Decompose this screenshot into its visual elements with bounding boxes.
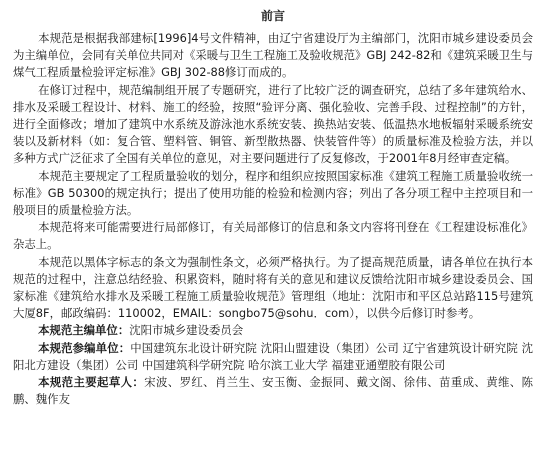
credit-value: 沈阳市城乡建设委员会 (129, 323, 244, 338)
paragraph-revision-process: 在修订过程中，规范编制组开展了专题研究，进行了比较广泛的调查研究，总结了多年建筑给水、排水及采暖工程设计、材料、施工的经验，按照“验评分离、强化验收、完善手段、过程控制”的方针，进行全面修改；增加了建筑中水系统及游泳池水系统安装、换热站安装、低温热水地板辐射采暖系统安装以及新材料（如：复合管、塑料管、铜管、新型散热器、快装管件等）的质量标准及检验方法，并以多种方式广泛征求了全国有关单位的意见，对主要问题进行了反复修改，于2001年8月经审查定稿。 (13, 82, 533, 166)
credit-value: 中国建筑东北设计研究院 沈阳山盟建设（集团）公司 辽宁省建筑设计研究院 沈阳北方建设（集团）公司 中国建筑科学研究院 哈尔滨工业大学 福建亚通塑胶有限公司 (13, 340, 533, 372)
credit-chief-editor (13, 322, 533, 339)
paragraph-future-revision: 本规范将来可能需要进行局部修订，有关局部修订的信息和条文内容将刊登在《工程建设标准化》杂志上。 (13, 220, 533, 252)
paragraph-main-provisions: 本规范主要规定了工程质量验收的划分，程序和组织应按照国家标准《建筑工程施工质量验收统一标准》GB 50300的规定执行；提出了使用功能的检验和检测内容；列出了各分项工程中主控项目和一般项目的质量检验方法。 (13, 168, 533, 218)
paragraph-compilation-basis: 本规范是根据我部建标[1996]4号文件精神，由辽宁省建设厅为主编部门，沈阳市城乡建设委员会为主编单位，会同有关单位共同对《采暖与卫生工程施工及验收规范》GBJ 242-82和《建筑采暖卫生与煤气工程质量检验评定标准》GBJ 302-88修订而成的。 (13, 31, 533, 80)
credit-label: 本规范主编单位： (38, 323, 130, 338)
credit-label: 本规范主要起草人： (38, 375, 145, 390)
credit-participating-units (13, 340, 533, 374)
credit-value: 宋波、罗红、肖兰生、安玉衡、金振同、戴文阁、徐伟、苗重成、黄维、陈鹏、魏作友 (13, 375, 533, 407)
paragraph-mandatory-clauses: 本规范以黑体字标志的条文为强制性条文，必须严格执行。为了提高规范质量，请各单位在执行本规范的过程中，注意总结经验、积累资料，随时将有关的意见和建议反馈给沈阳市城乡建设委员会、国家标准《建筑给水排水及采暖工程施工质量验收规范》管理组（地址：沈阳市和平区总站路115号建筑大厦8F，邮政编码：110002，EMAIL：songbo75@sohu．com），以供今后修订时参考。 (13, 254, 533, 321)
page-title: 前言 (260, 9, 285, 23)
credit-main-drafters (13, 374, 533, 408)
credit-label: 本规范参编单位： (38, 340, 131, 355)
